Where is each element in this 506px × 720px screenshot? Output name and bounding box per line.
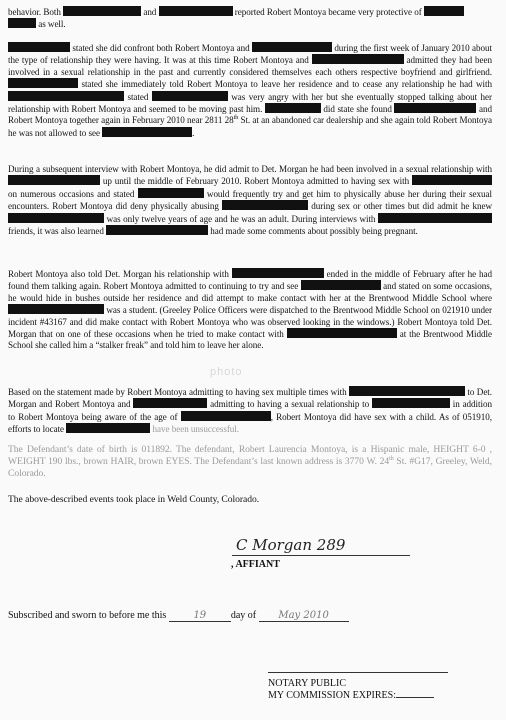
notary-title: NOTARY PUBLIC [268, 678, 347, 689]
text-segment: St. #G17, Greeley, Weld, Colorado. [8, 456, 492, 479]
redaction-box [8, 175, 100, 185]
redaction-box [102, 127, 195, 138]
redaction-box [394, 103, 476, 113]
paragraph-confrontation [8, 42, 492, 139]
text-segment: reported Robert Montoya became very protective of [234, 7, 422, 17]
text-segment: Based on the statement made by Robert Montoya admitting to having sex multiple times with [8, 387, 347, 397]
text-segment: admitting to having a sexual relationship to [210, 399, 370, 410]
text-segment: was very angry with her but she eventually stopped talking about her relationship with Robert Montoya and seemed to be moving past him. [8, 91, 493, 115]
redaction-box [66, 423, 150, 433]
text-segment: as well. [38, 19, 66, 30]
redaction-box [8, 42, 70, 52]
redaction-box [133, 398, 207, 408]
redaction-box [349, 386, 465, 396]
text-segment: admitted they had been involved in a sexual relationship in the past and currently considered themselves each others respective boyfriend and girlfriend. [8, 55, 492, 77]
text-segment: Robert Montoya also told Det. Morgan his relationship with [8, 269, 229, 279]
text-segment: during the first week of January 2010 about the type of relationship they were having. It was at this time Robert Montoya and [8, 43, 492, 66]
text-segment: in addition to Robert Montoya being aware of the age of [8, 399, 492, 422]
text-segment: and [143, 7, 157, 17]
redaction-box [8, 18, 36, 28]
text-segment: have been unsuccessful. [152, 424, 240, 435]
paragraph-relationship-ended [8, 268, 492, 352]
text-segment: did state she found [323, 104, 392, 115]
paragraph-behavior [8, 6, 492, 31]
text-segment: had made some comments about possibly being pregnant. [210, 226, 418, 237]
month-field [259, 610, 349, 622]
text-segment: Subscribed and sworn to before me this [8, 610, 167, 621]
redaction-box [372, 398, 450, 408]
notary-signature-line [268, 672, 448, 673]
redaction-box [63, 6, 141, 16]
redaction-box [8, 78, 78, 88]
text-segment: during sex or other times but did admit he knew [311, 201, 492, 212]
text-segment: MY COMMISSION EXPIRES: [268, 690, 396, 701]
text-segment: and Robert Montoya together again in February 2010 near 2811 28 [8, 104, 493, 126]
day-value: 19 [193, 610, 207, 621]
redaction-box [287, 328, 397, 338]
text-segment: friends, it was also learned [8, 226, 104, 237]
text-segment: behavior. Both [8, 7, 61, 17]
text-segment: up until the middle of February 2010. Robert Montoya admitted to having sex with [102, 176, 410, 187]
text-segment: , Robert Montoya did have sex with a child. As of 051910, efforts to locate [8, 411, 492, 435]
redaction-box [152, 91, 228, 101]
affiant-label: , AFFIANT [231, 559, 280, 570]
redaction-box [8, 304, 104, 314]
text-segment: ended in the middle of February after he had found them talking again. Robert Montoya admitted to continuing to try and see [8, 269, 492, 292]
text-segment: was only twelve years of age and he was an adult. During interviews with [106, 213, 376, 224]
text-segment: The above-described events took place in Weld County, Colorado. [8, 494, 260, 505]
redaction-box [252, 42, 332, 52]
paragraph-interview [8, 164, 492, 237]
redaction-box [265, 103, 321, 113]
notary-commission [268, 690, 434, 701]
signature-line [232, 555, 410, 556]
redaction-box [232, 268, 324, 278]
redaction-box [412, 175, 492, 185]
text-segment: day of [230, 610, 257, 621]
watermark-text: photo [210, 366, 243, 378]
redaction-box [106, 225, 208, 235]
text-segment: and stated on some occasions, he would hide in bushes outside her residence and did attempt to make contact with her at the Brentwood Middle School where [8, 281, 492, 303]
redaction-box [159, 6, 233, 16]
text-segment: was a student. (Greeley Police Officers were dispatched to the Brentwood Middle School on 021910 under incident #43167 and did make contact with Robert Montoya who was observed looking in the windows.) Robert Montoya told Det. Morgan that on one of these occasions when he tried to make contact with [8, 305, 492, 340]
text-segment: to Det. Morgan and Robert Montoya and [8, 387, 493, 410]
redaction-box [8, 213, 104, 223]
superscript: th [233, 115, 239, 122]
redaction-box [378, 213, 492, 223]
text-segment: would frequently try and get him to physically abuse her during their sexual encounters. Robert Montoya did deny physically abusing [8, 188, 492, 212]
paragraph-conclusion [8, 386, 492, 436]
redaction-box [8, 91, 124, 101]
affiant-signature: C Morgan 289 [236, 536, 346, 554]
redaction-box [301, 280, 381, 290]
text-segment: The Defendant’s date of birth is 011892. The defendant, Robert Laurencia Montoya, is a Hispanic male, HEIGHT 6-0 , WEIGHT 190 lbs., brown HAIR, brown EYES. The Defendant’s last known address is 3770 W. 24 [8, 444, 492, 467]
text-segment: at the Brentwood Middle School she called him a “stalker freak” and told him to leave her alone. [8, 329, 492, 351]
redaction-box [138, 188, 204, 198]
day-field [169, 610, 231, 622]
text-segment: stated [127, 91, 149, 102]
paragraph-defendant-description [8, 444, 492, 480]
month-value: May 2010 [278, 610, 329, 621]
sworn-statement [8, 610, 349, 622]
redaction-box [181, 411, 271, 421]
redaction-box [222, 200, 308, 210]
text-segment: on numerous occasions and stated [8, 188, 135, 199]
text-segment: . [192, 127, 195, 138]
text-segment: stated she immediately told Robert Montoya to leave her residence and to cease any relationship he had with [81, 79, 492, 90]
commission-date-field [396, 697, 434, 698]
text-segment: stated she did confront both Robert Montoya and [72, 43, 250, 53]
paragraph-venue [8, 494, 492, 505]
text-segment: During a subsequent interview with Robert Montoya, he did admit to Det. Morgan he had been involved in a sexual relationship with [8, 164, 492, 174]
redaction-box [424, 6, 464, 16]
redaction-box [312, 54, 404, 64]
text-segment: St. at an abandoned car dealership and she again told Robert Montoya he was not allowed to see [8, 115, 493, 138]
superscript: th [389, 455, 394, 462]
